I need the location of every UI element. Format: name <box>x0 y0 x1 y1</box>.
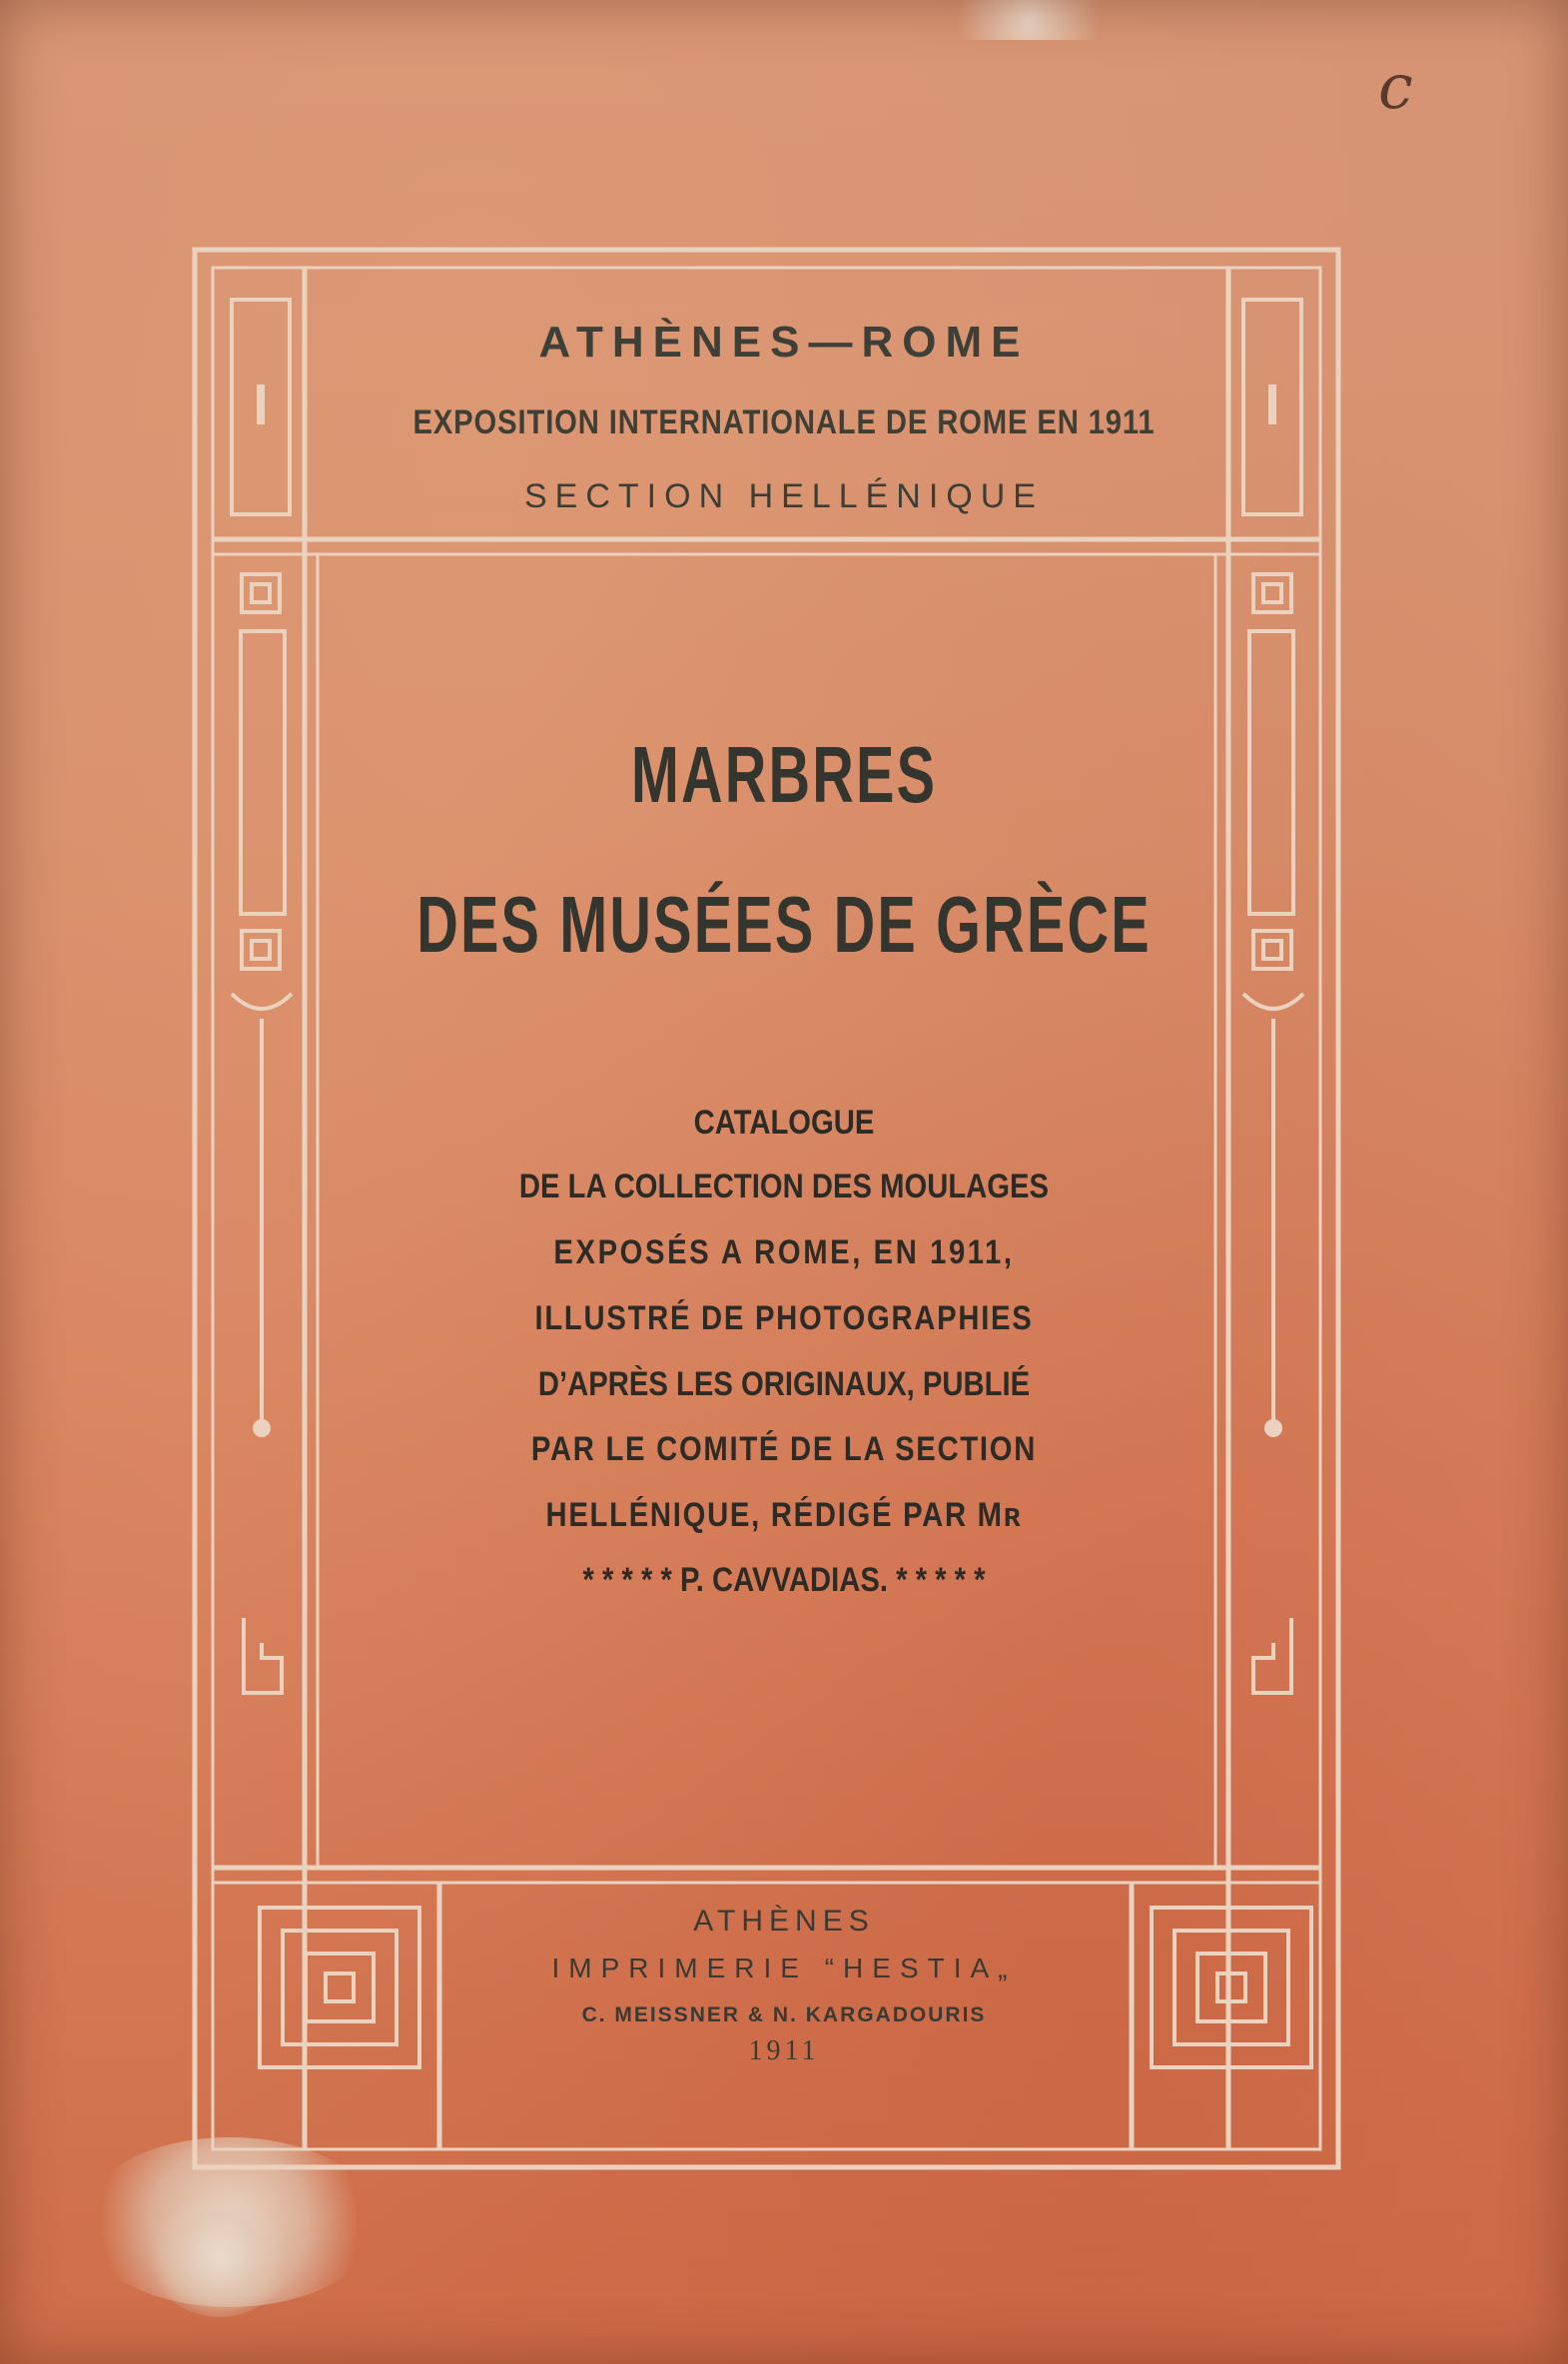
header-exposition: EXPOSITION INTERNATIONALE DE ROME EN 1911 <box>412 403 1156 441</box>
imprint-names: C. MEISSNER & N. KARGADOURIS <box>581 2003 987 2026</box>
main-title-line1: MARBRES <box>630 730 938 819</box>
description-line: D’APRÈS LES ORIGINAUX, PUBLIÉ <box>537 1365 1031 1403</box>
description-line: EXPOSÉS A ROME, EN 1911, <box>553 1233 1015 1271</box>
description-line: HELLÉNIQUE, RÉDIGÉ PAR Mʀ <box>545 1496 1023 1534</box>
header-section: SECTION HELLÉNIQUE <box>524 477 1044 515</box>
handwritten-mark: c <box>1378 50 1413 123</box>
main-title-line2: DES MUSÉES DE GRÈCE <box>416 880 1152 969</box>
description-line: PAR LE COMITÉ DE LA SECTION <box>530 1430 1038 1468</box>
imprint-printer: IMPRIMERIE “HESTIA„ <box>551 1953 1017 1983</box>
imprint-city: ATHÈNES <box>693 1905 875 1938</box>
description-line: CATALOGUE <box>693 1104 875 1142</box>
description-line: ILLUSTRÉ DE PHOTOGRAPHIES <box>534 1299 1034 1337</box>
author-line: * * * * * P. CAVVADIAS. * * * * * <box>582 1561 986 1599</box>
description-line: DE LA COLLECTION DES MOULAGES <box>518 1168 1050 1205</box>
imprint-year: 1911 <box>748 2035 820 2066</box>
header-title: ATHÈNES—ROME <box>538 318 1030 367</box>
